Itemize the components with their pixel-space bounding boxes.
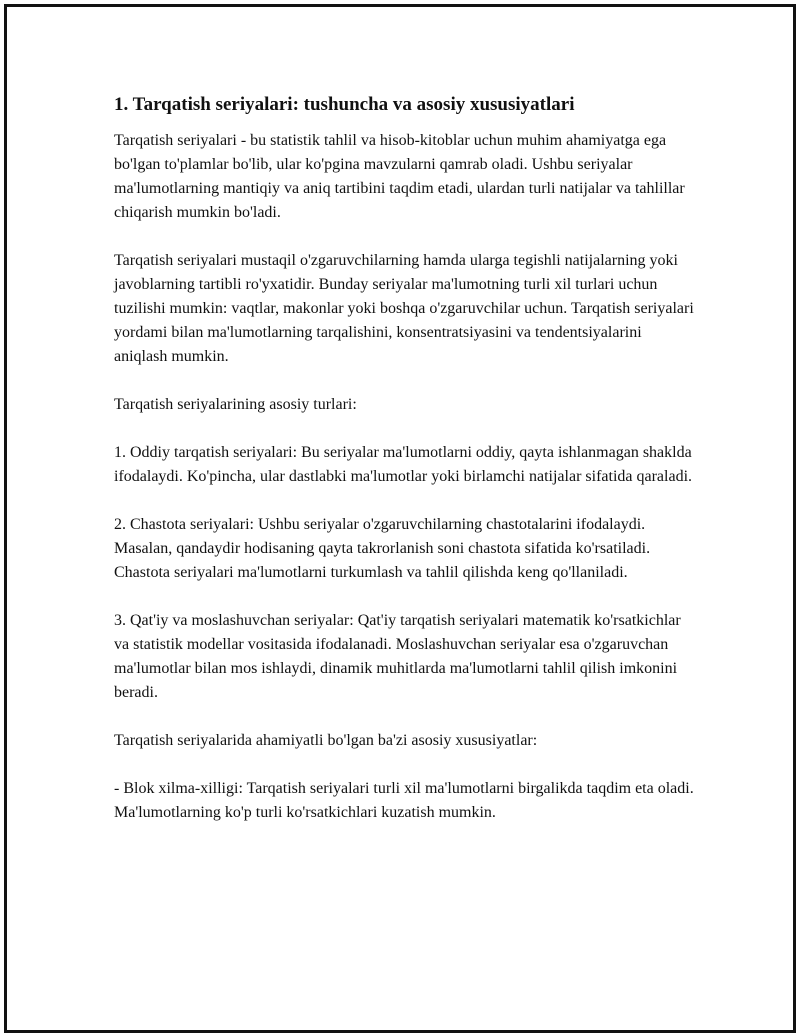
document-body bbox=[114, 92, 694, 849]
paragraph-type-strict-flexible: 3. Qat'iy va moslashuvchan seriyalar: Qat'iy tarqatish seriyalari matematik ko'rsatkichlar va statistik modellar vositasida ifodalanadi. Moslashuvchan seriyalar esa o'zgaruvchan ma'lumotlar bilan mos ishlaydi, dinamik muhitlarda ma'lumotlarni tahlil qilish imkonini beradi. bbox=[114, 612, 681, 701]
paragraph-types-heading: Tarqatish seriyalarining asosiy turlari: bbox=[114, 396, 357, 413]
section-title: 1. Tarqatish seriyalari: tushuncha va asosiy xususiyatlari bbox=[114, 94, 575, 115]
paragraph-definition: Tarqatish seriyalari mustaqil o'zgaruvchilarning hamda ularga tegishli natijalarning yoki javoblarning tartibli ro'yxatidir. Bunday seriyalar ma'lumotning turli xil turlari uchun tuzilishi mumkin: vaqtlar, makonlar yoki boshqa o'zgaruvchilar uchun. Tarqatish seriyalari yordami bilan ma'lumotlarning tarqalishini, konsentratsiyasini va tendentsiyalarini aniqlash mumkin. bbox=[114, 252, 694, 365]
paragraph-type-simple: 1. Oddiy tarqatish seriyalari: Bu seriyalar ma'lumotlarni oddiy, qayta ishlanmagan shaklda ifodalaydi. Ko'pincha, ular dastlabki ma'lumotlar yoki birlamchi natijalar sifatida qaraladi. bbox=[114, 444, 693, 485]
paragraph-intro: Tarqatish seriyalari - bu statistik tahlil va hisob-kitoblar uchun muhim ahamiyatga ega bo'lgan to'plamlar bo'lib, ular ko'pgina mavzularni qamrab oladi. Ushbu seriyalar ma'lumotlarning mantiqiy va aniq tartibini taqdim etadi, ulardan turli natijalar va tahlillar chiqarish mumkin bo'ladi. bbox=[114, 132, 685, 221]
paragraph-feature-block-variety: - Blok xilma-xilligi: Tarqatish seriyalari turli xil ma'lumotlarni birgalikda taqdim eta oladi. Ma'lumotlarning ko'p turli ko'rsatkichlari kuzatish mumkin. bbox=[114, 780, 694, 821]
paragraph-type-frequency: 2. Chastota seriyalari: Ushbu seriyalar o'zgaruvchilarning chastotalarini ifodalaydi. Masalan, qandaydir hodisaning qayta takrorlanish soni chastota sifatida ko'rsatiladi. Chastota seriyalari ma'lumotlarni turkumlash va tahlil qilishda keng qo'llaniladi. bbox=[114, 516, 651, 581]
paragraph-features-heading: Tarqatish seriyalarida ahamiyatli bo'lgan ba'zi asosiy xususiyatlar: bbox=[114, 732, 538, 749]
